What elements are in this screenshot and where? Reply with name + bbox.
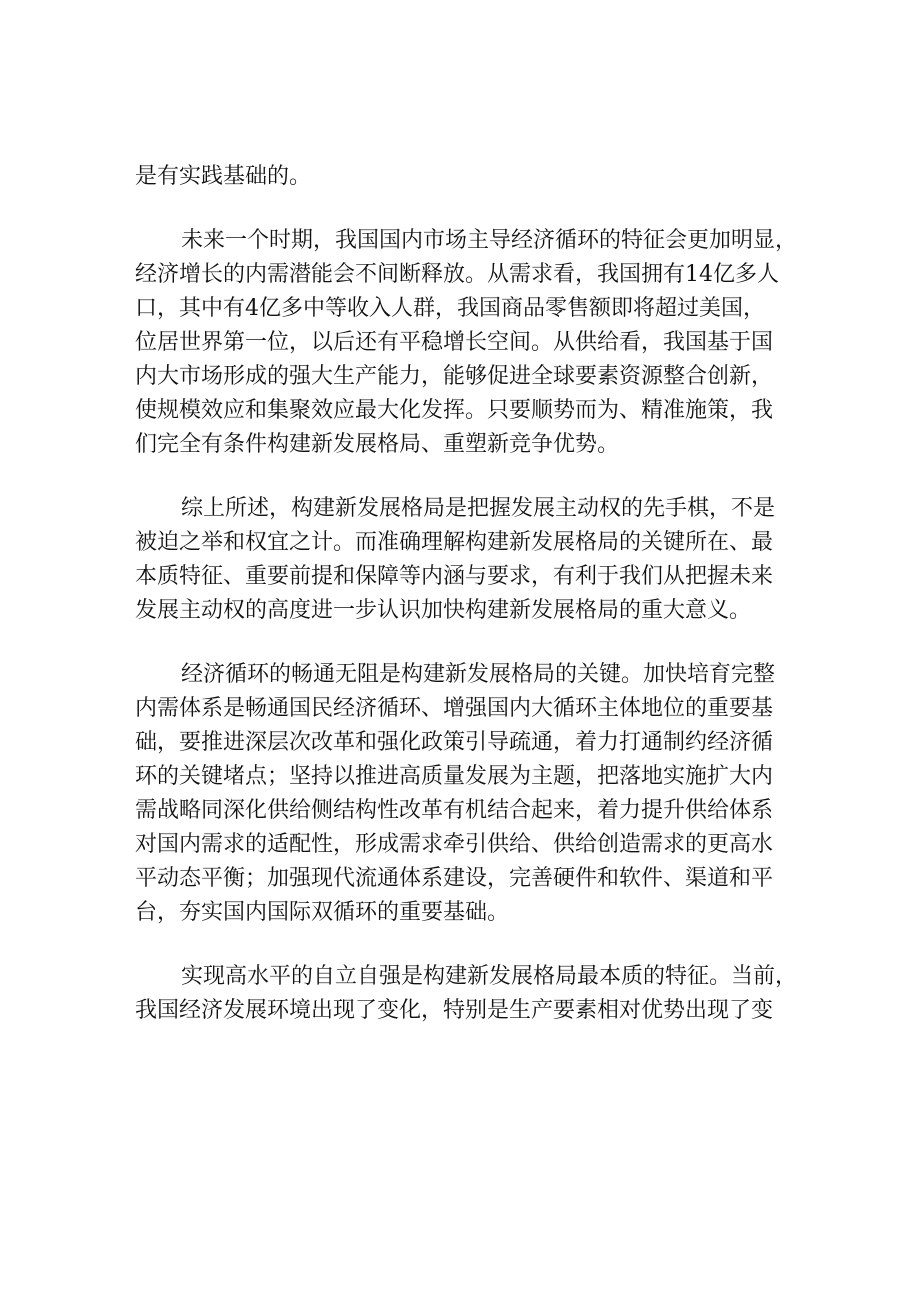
paragraph-line: 们完全有条件构建新发展格局、重塑新竞争优势。	[135, 432, 620, 457]
paragraph-gap	[135, 930, 795, 960]
paragraph-line: 使规模效应和集聚效应最大化发挥。只要顺势而为、精准施策，我	[135, 398, 774, 423]
paragraph-line: 内大市场形成的强大生产能力，能够促进全球要素资源整合创新，	[135, 364, 774, 389]
paragraph-line: 需战略同深化供给侧结构性改革有机结合起来，着力提升供给体系	[135, 798, 774, 823]
paragraph-line: 发展主动权的高度进一步认识加快构建新发展格局的重大意义。	[135, 598, 752, 623]
paragraph-gap	[135, 194, 795, 224]
paragraph-line: 是有实践基础的。	[135, 164, 312, 189]
document-body	[135, 160, 798, 1028]
paragraph-line: 未来一个时期，我国国内市场主导经济循环的特征会更加明显，	[181, 228, 798, 253]
paragraph-line: 被迫之举和权宜之计。而准确理解构建新发展格局的关键所在、最	[135, 530, 774, 555]
paragraph-line: 环的关键堵点；坚持以推进高质量发展为主题，把落地实施扩大内	[135, 764, 774, 789]
paragraph-line: 综上所述，构建新发展格局是把握发展主动权的先手棋，不是	[181, 496, 776, 521]
paragraph-line: 经济增长的内需潜能会不间断释放。从需求看，我国拥有14亿多人	[135, 262, 779, 287]
paragraph-line: 经济循环的畅通无阻是构建新发展格局的关键。加快培育完整	[181, 662, 776, 687]
paragraph-4	[135, 658, 795, 930]
paragraph-line: 实现高水平的自立自强是构建新发展格局最本质的特征。当前，	[181, 964, 798, 989]
paragraph-line: 对国内需求的适配性，形成需求牵引供给、供给创造需求的更高水	[135, 832, 774, 857]
paragraph-line: 我国经济发展环境出现了变化，特别是生产要素相对优势出现了变	[135, 998, 774, 1023]
paragraph-line: 内需体系是畅通国民经济循环、增强国内大循环主体地位的重要基	[135, 696, 774, 721]
paragraph-gap	[135, 628, 795, 658]
paragraph-gap	[135, 462, 795, 492]
paragraph-line: 口，其中有4亿多中等收入人群，我国商品零售额即将超过美国，	[135, 296, 765, 321]
paragraph-2	[135, 224, 798, 462]
paragraph-line: 台，夯实国内国际双循环的重要基础。	[135, 900, 510, 925]
paragraph-line: 础，要推进深层次改革和强化政策引导疏通，着力打通制约经济循	[135, 730, 774, 755]
paragraph-1	[135, 160, 795, 194]
paragraph-line: 本质特征、重要前提和保障等内涵与要求，有利于我们从把握未来	[135, 564, 774, 589]
paragraph-3	[135, 492, 795, 628]
paragraph-line: 位居世界第一位，以后还有平稳增长空间。从供给看，我国基于国	[135, 330, 774, 355]
paragraph-5	[135, 960, 798, 1028]
paragraph-line: 平动态平衡；加强现代流通体系建设，完善硬件和软件、渠道和平	[135, 866, 774, 891]
